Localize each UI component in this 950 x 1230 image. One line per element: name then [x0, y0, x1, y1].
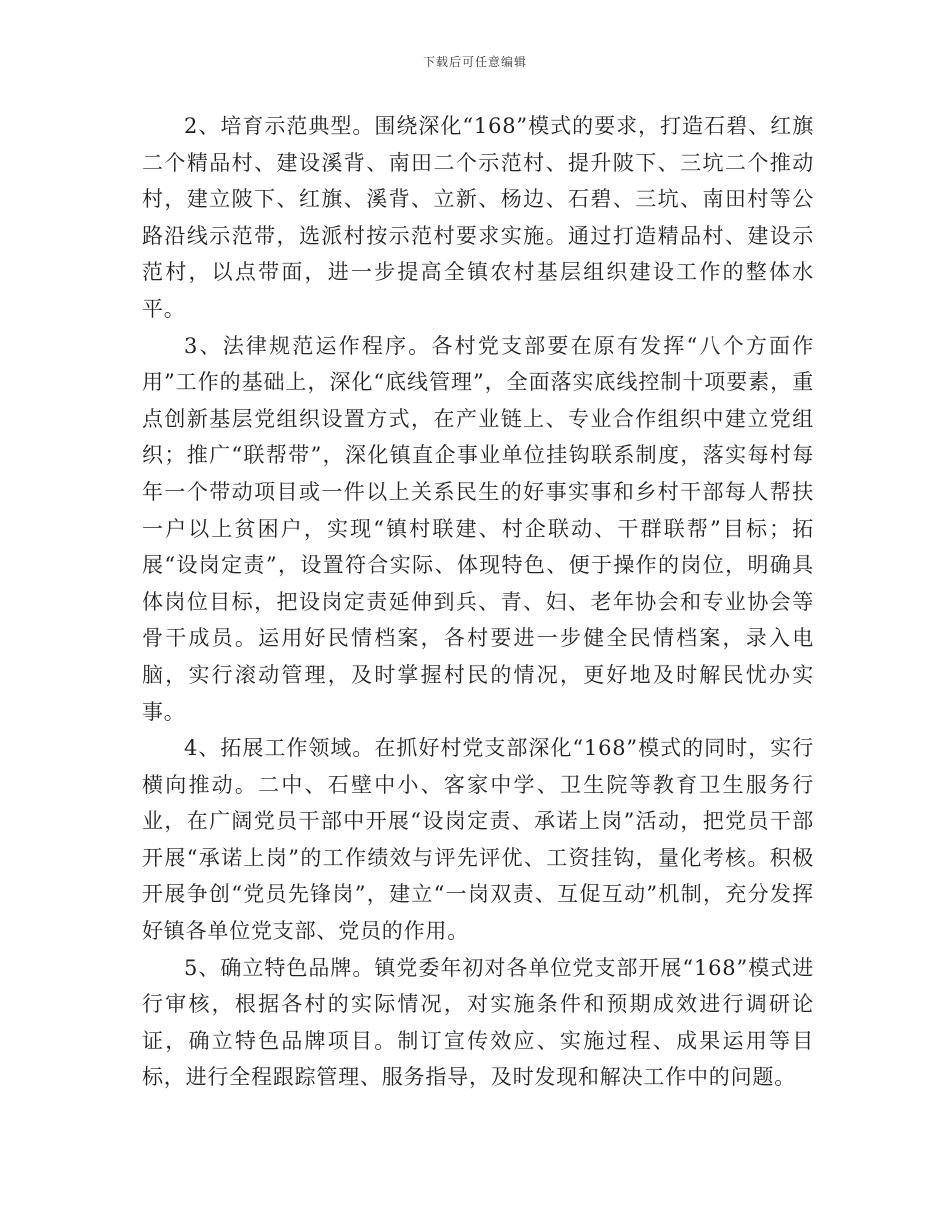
paragraph-item-4: 4、拓展工作领域。在抓好村党支部深化“168”模式的同时，实行横向推动。二中、石壁中小、客家中学、卫生院等教育卫生服务行业，在广阔党员干部中开展“设岗定责、承诺上岗”活动，把党员干部开展“承诺上岗”的工作绩效与评先评优、工资挂钩，量化考核。积极开展争创“党员先锋岗”，建立“一岗双责、互促互动”机制，充分发挥好镇各单位党支部、党员的作用。	[142, 736, 814, 944]
paragraph-item-2: 2、培育示范典型。围绕深化“168”模式的要求，打造石碧、红旗二个精品村、建设溪背、南田二个示范村、提升陂下、三坑二个推动村，建立陂下、红旗、溪背、立新、杨边、石碧、三坑、南田村等公路沿线示范带，选派村按示范村要求实施。通过打造精品村、建设示范村，以点带面，进一步提高全镇农村基层组织建设工作的整体水平。	[142, 114, 814, 321]
paragraph-item-5: 5、确立特色品牌。镇党委年初对各单位党支部开展“168”模式进行审核，根据各村的实际情况，对实施条件和预期成效进行调研论证，确立特色品牌项目。制订宣传效应、实施过程、成果运用等目标，进行全程跟踪管理、服务指导，及时发现和解决工作中的问题。	[142, 955, 814, 1090]
page-header-note: 下载后可任意编辑	[422, 55, 527, 69]
paragraph-item-3: 3、法律规范运作程序。各村党支部要在原有发挥“八个方面作用”工作的基础上，深化“底线管理”，全面落实底线控制十项要素，重点创新基层党组织设置方式，在产业链上、专业合作组织中建立党组织；推广“联帮带”，深化镇直企事业单位挂钩联系制度，落实每村每年一个带动项目或一件以上关系民生的好事实事和乡村干部每人帮扶一户以上贫困户，实现“镇村联建、村企联动、干群联帮”目标；拓展“设岗定责”，设置符合实际、体现特色、便于操作的岗位，明确具体岗位目标，把设岗定责延伸到兵、青、妇、老年协会和专业协会等骨干成员。运用好民情档案，各村要进一步健全民情档案，录入电脑，实行滚动管理，及时掌握村民的情况，更好地及时解民忧办实事。	[142, 333, 814, 724]
document-body	[142, 108, 814, 1096]
